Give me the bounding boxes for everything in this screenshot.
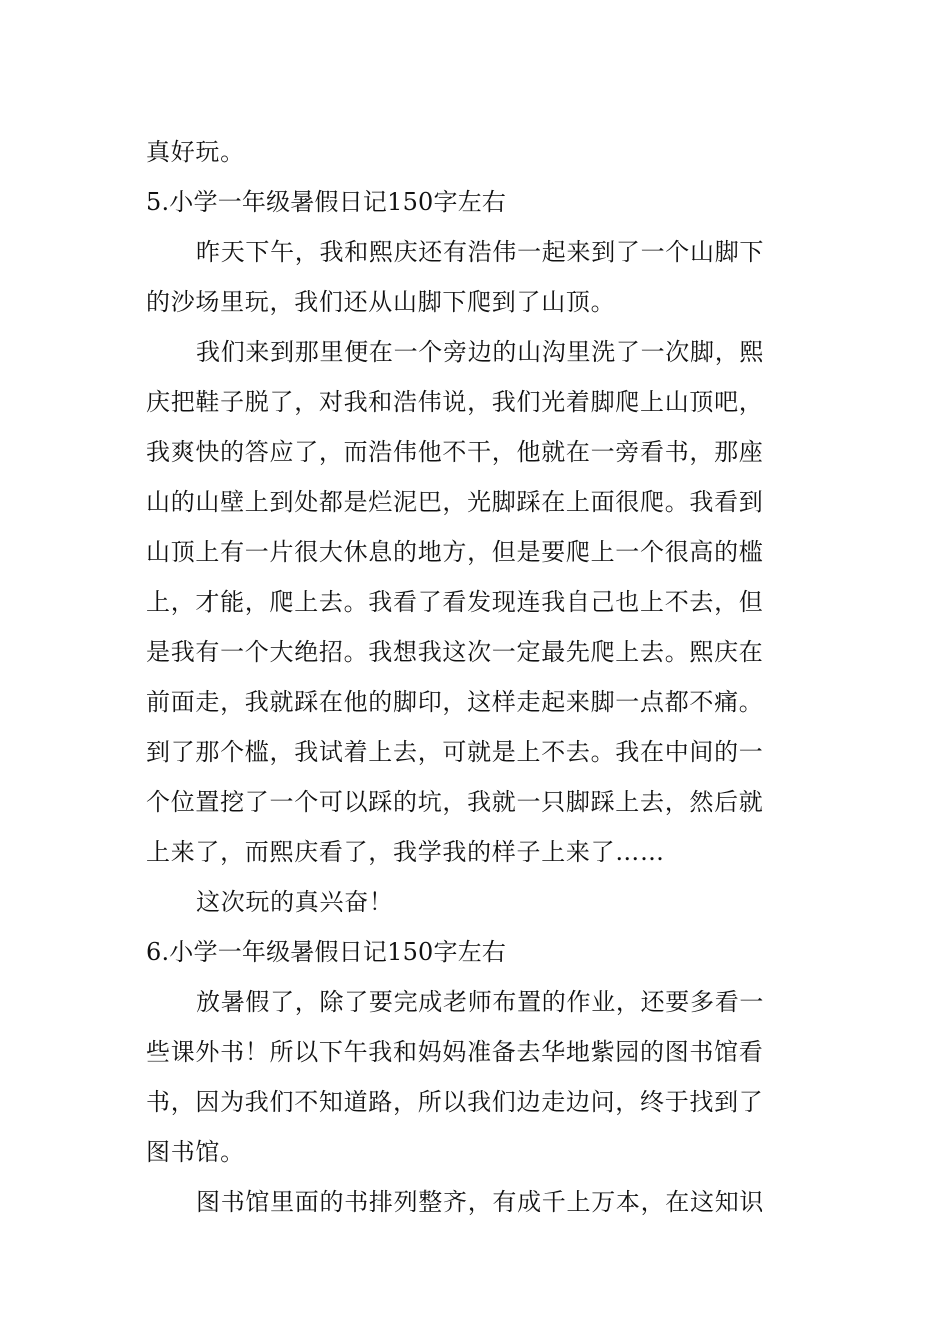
text-line: 到了那个槛，我试着上去，可就是上不去。我在中间的一 [146,738,764,766]
paragraph [146,327,806,877]
paragraph [146,227,806,327]
text-line: 我爽快的答应了，而浩伟他不干，他就在一旁看书，那座 [146,438,764,466]
paragraph [146,977,806,1177]
text-line: 放暑假了，除了要完成老师布置的作业，还要多看一 [196,988,765,1016]
text-line: 些课外书！所以下午我和妈妈准备去华地紫园的图书馆看 [146,1038,764,1066]
paragraph [146,127,806,177]
paragraph [146,1177,806,1227]
text-line: 是我有一个大绝招。我想我这次一定最先爬上去。熙庆在 [146,638,764,666]
text-line: 我们来到那里便在一个旁边的山沟里洗了一次脚，熙 [196,338,765,366]
heading-text: 6.小学一年级暑假日记150字左右 [146,938,507,966]
text-line: 昨天下午，我和熙庆还有浩伟一起来到了一个山脚下 [196,238,765,266]
document-page [146,127,806,1227]
text-line: 图书馆里面的书排列整齐，有成千上万本，在这知识 [196,1188,765,1216]
section-heading [146,927,806,977]
text-line: 书，因为我们不知道路，所以我们边走边问，终于找到了 [146,1088,764,1116]
text-line: 庆把鞋子脱了，对我和浩伟说，我们光着脚爬上山顶吧， [146,388,764,416]
paragraph [146,877,806,927]
text-line: 山的山壁上到处都是烂泥巴，光脚踩在上面很爬。我看到 [146,488,764,516]
text-line: 个位置挖了一个可以踩的坑，我就一只脚踩上去，然后就 [146,788,764,816]
text-line: 上来了，而熙庆看了，我学我的样子上来了…… [146,838,665,866]
text-line: 图书馆。 [146,1138,245,1166]
heading-text: 5.小学一年级暑假日记150字左右 [146,188,507,216]
text-line: 山顶上有一片很大休息的地方，但是要爬上一个很高的槛 [146,538,764,566]
text-line: 上，才能，爬上去。我看了看发现连我自己也上不去，但 [146,588,764,616]
text-line: 真好玩。 [146,138,245,166]
text-line: 这次玩的真兴奋！ [196,888,394,916]
text-line: 的沙场里玩，我们还从山脚下爬到了山顶。 [146,288,616,316]
text-line: 前面走，我就踩在他的脚印，这样走起来脚一点都不痛。 [146,688,764,716]
section-heading [146,177,806,227]
